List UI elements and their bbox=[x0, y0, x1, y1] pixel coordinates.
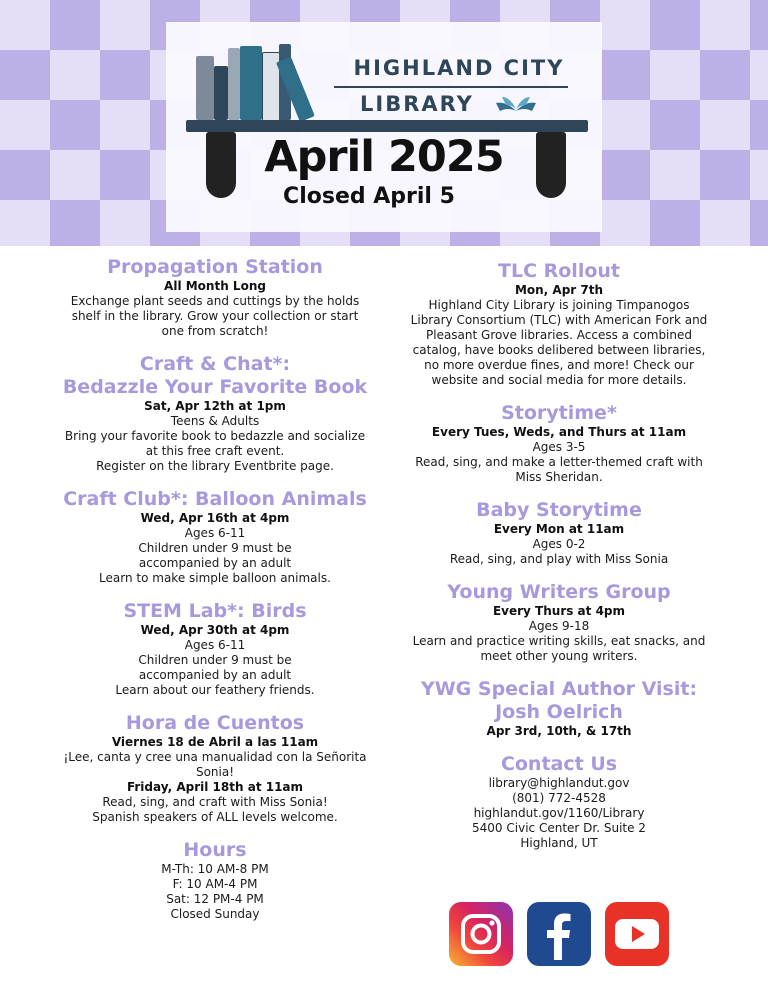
event-detail: Closed Sunday bbox=[170, 907, 260, 921]
event-detail: Register on the library Eventbrite page. bbox=[96, 459, 334, 473]
event-detail: accompanied by an adult bbox=[138, 556, 292, 570]
event-detail: catalog, have books delibered between libraries, bbox=[412, 343, 706, 357]
event-title: Josh Oelrich bbox=[495, 701, 623, 723]
event-title: YWG Special Author Visit: bbox=[420, 678, 698, 700]
event-detail: library@highlandut.gov bbox=[488, 776, 630, 790]
event-title: Young Writers Group bbox=[447, 581, 671, 603]
youtube-icon[interactable] bbox=[605, 902, 669, 966]
event-detail: Library Consortium (TLC) with American Fork and bbox=[410, 313, 708, 327]
event-when: Mon, Apr 7th bbox=[514, 283, 604, 297]
event-detail: Bring your favorite book to bedazzle and socialize bbox=[64, 429, 366, 443]
event-detail: Read, sing, and make a letter-themed craft with bbox=[415, 455, 703, 469]
event-detail: website and social media for more details. bbox=[431, 373, 687, 387]
event-when: Viernes 18 de Abril a las 11am bbox=[111, 735, 319, 749]
event-detail: one from scratch! bbox=[161, 324, 269, 338]
event-when: Apr 3rd, 10th, & 17th bbox=[486, 724, 632, 738]
event-detail: Ages 3-5 bbox=[532, 440, 586, 454]
event-detail: Highland, UT bbox=[520, 836, 598, 850]
event-when: Wed, Apr 16th at 4pm bbox=[140, 511, 290, 525]
event-title: Bedazzle Your Favorite Book bbox=[62, 376, 368, 398]
event-detail: accompanied by an adult bbox=[138, 668, 292, 682]
event-block bbox=[392, 581, 726, 664]
facebook-icon[interactable] bbox=[527, 902, 591, 966]
event-title: STEM Lab*: Birds bbox=[123, 600, 307, 622]
event-title: Craft & Chat*: bbox=[139, 353, 291, 375]
event-detail: Children under 9 must be bbox=[138, 541, 292, 555]
event-title: Hora de Cuentos bbox=[125, 712, 305, 734]
event-detail: highlandut.gov/1160/Library bbox=[473, 806, 645, 820]
right-column bbox=[392, 260, 726, 865]
event-when: Sat, Apr 12th at 1pm bbox=[144, 399, 286, 413]
event-block bbox=[392, 753, 726, 851]
event-detail: Learn about our feathery friends. bbox=[115, 683, 315, 697]
event-title: Baby Storytime bbox=[476, 499, 642, 521]
event-detail: Learn and practice writing skills, eat snacks, and bbox=[412, 634, 706, 648]
event-block bbox=[44, 488, 386, 586]
shelf-board bbox=[186, 120, 588, 132]
event-when: Every Tues, Weds, and Thurs at 11am bbox=[431, 425, 687, 439]
event-detail: Ages 9-18 bbox=[528, 619, 590, 633]
event-detail: Exchange plant seeds and cuttings by the holds bbox=[70, 294, 360, 308]
open-book-icon bbox=[494, 95, 538, 113]
event-detail: Miss Sheridan. bbox=[515, 470, 603, 484]
event-block bbox=[392, 402, 726, 485]
event-block bbox=[44, 839, 386, 922]
event-detail: Read, sing, and craft with Miss Sonia! bbox=[102, 795, 328, 809]
event-detail: Ages 6-11 bbox=[184, 526, 246, 540]
event-detail: Learn to make simple balloon animals. bbox=[99, 571, 331, 585]
event-when: Wed, Apr 30th at 4pm bbox=[140, 623, 290, 637]
library-name-line2: LIBRARY bbox=[360, 92, 474, 116]
event-detail: ¡Lee, canta y cree una manualidad con la Señorita bbox=[63, 750, 367, 764]
instagram-icon[interactable] bbox=[449, 902, 513, 966]
event-block bbox=[44, 256, 386, 339]
event-detail: no more overdue fines, and more! Check our bbox=[424, 358, 694, 372]
event-detail: shelf in the library. Grow your collection or start bbox=[71, 309, 359, 323]
left-column bbox=[44, 256, 386, 936]
event-title: Hours bbox=[183, 839, 247, 861]
event-when: Every Thurs at 4pm bbox=[492, 604, 626, 618]
event-detail: 5400 Civic Center Dr. Suite 2 bbox=[472, 821, 646, 835]
event-block bbox=[44, 712, 386, 825]
event-detail: Highland City Library is joining Timpanogos bbox=[428, 298, 690, 312]
event-detail: Sonia! bbox=[195, 765, 235, 779]
event-block bbox=[392, 678, 726, 739]
event-detail: Ages 6-11 bbox=[184, 638, 246, 652]
event-title: Contact Us bbox=[500, 753, 618, 775]
event-title: Craft Club*: Balloon Animals bbox=[63, 488, 367, 510]
closed-note: Closed April 5 bbox=[283, 184, 455, 209]
event-block bbox=[392, 499, 726, 567]
event-when: Friday, April 18th at 11am bbox=[126, 780, 304, 794]
event-title: TLC Rollout bbox=[498, 260, 620, 282]
event-detail: Pleasant Grove libraries. Access a combined bbox=[426, 328, 692, 342]
event-detail: M-Th: 10 AM-8 PM bbox=[161, 862, 269, 876]
event-block bbox=[44, 600, 386, 698]
event-title: Storytime* bbox=[501, 402, 617, 424]
event-detail: (801) 772-4528 bbox=[512, 791, 606, 805]
event-detail: Children under 9 must be bbox=[138, 653, 292, 667]
event-when: Every Mon at 11am bbox=[493, 522, 625, 536]
header-banner bbox=[0, 0, 768, 246]
event-detail: Sat: 12 PM-4 PM bbox=[166, 892, 264, 906]
event-detail: Read, sing, and play with Miss Sonia bbox=[449, 552, 669, 566]
event-detail: at this free craft event. bbox=[145, 444, 285, 458]
event-block bbox=[44, 353, 386, 474]
event-title: Propagation Station bbox=[107, 256, 323, 278]
event-detail: F: 10 AM-4 PM bbox=[172, 877, 258, 891]
event-detail: Teens & Adults bbox=[170, 414, 260, 428]
month-title: April 2025 bbox=[264, 132, 504, 182]
event-when: All Month Long bbox=[164, 279, 266, 293]
event-detail: Spanish speakers of ALL levels welcome. bbox=[92, 810, 338, 824]
event-detail: Ages 0-2 bbox=[532, 537, 586, 551]
library-name-line1: HIGHLAND CITY bbox=[353, 56, 565, 80]
library-name-rule bbox=[334, 86, 568, 88]
event-detail: meet other young writers. bbox=[480, 649, 638, 663]
event-block bbox=[392, 260, 726, 388]
